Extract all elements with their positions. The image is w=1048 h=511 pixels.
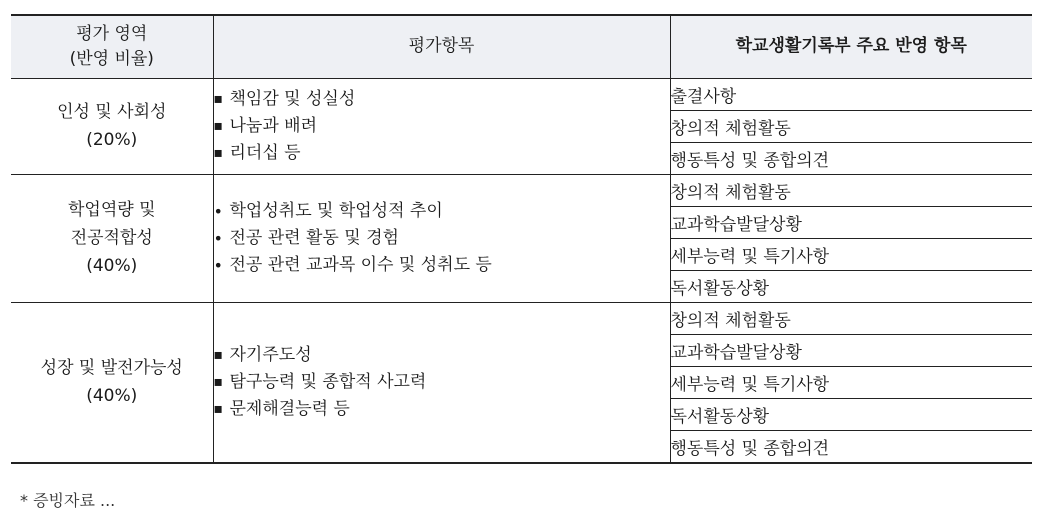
table-header-row [11, 15, 1032, 78]
table-row [11, 174, 1032, 206]
area-ratio: (40%) [86, 256, 138, 276]
record-cell: 교과학습발달상황 [670, 334, 1032, 366]
list-item: ▪ 탐구능력 및 종합적 사고력 [214, 369, 670, 396]
list-item: ▪ 나눔과 배려 [214, 113, 670, 140]
table-row [11, 78, 1032, 110]
items-cell [213, 174, 670, 302]
bullet-list [214, 342, 670, 423]
record-cell: 독서활동상황 [670, 398, 1032, 430]
record-cell: 창의적 체험활동 [670, 302, 1032, 334]
area-cell [11, 174, 213, 302]
header-area [11, 15, 213, 78]
header-area-line1: 평가 영역 [76, 23, 148, 44]
list-item: ▪ 자기주도성 [214, 342, 670, 369]
list-item: ▪ 리더십 등 [214, 140, 670, 167]
list-item: ▪ 문제해결능력 등 [214, 396, 670, 423]
area-name: 성장 및 발전가능성 [40, 358, 183, 378]
record-cell: 창의적 체험활동 [670, 110, 1032, 142]
header-items: 평가항목 [213, 15, 670, 78]
record-cell: 독서활동상황 [670, 270, 1032, 302]
list-item: • 전공 관련 교과목 이수 및 성취도 등 [214, 252, 670, 279]
bullet-list [214, 86, 670, 167]
group-academic [11, 174, 1032, 302]
area-name-line2: 전공적합성 [70, 228, 153, 248]
area-ratio: (20%) [86, 130, 138, 150]
record-cell: 행동특성 및 종합의견 [670, 430, 1032, 463]
area-ratio: (40%) [86, 386, 138, 406]
evaluation-table [11, 14, 1032, 464]
record-cell: 출결사항 [670, 78, 1032, 110]
bullet-list [214, 198, 670, 279]
items-cell [213, 302, 670, 463]
record-cell: 세부능력 및 특기사항 [670, 238, 1032, 270]
record-cell: 교과학습발달상황 [670, 206, 1032, 238]
record-cell: 행동특성 및 종합의견 [670, 142, 1032, 174]
table-row [11, 302, 1032, 334]
footnote: * 증빙자료 ... [20, 491, 116, 510]
record-cell: 창의적 체험활동 [670, 174, 1032, 206]
record-cell: 세부능력 및 특기사항 [670, 366, 1032, 398]
area-name-line1: 학업역량 및 [67, 200, 156, 220]
group-character [11, 78, 1032, 174]
header-records: 학교생활기록부 주요 반영 항목 [670, 15, 1032, 78]
area-name: 인성 및 사회성 [57, 102, 167, 122]
list-item: • 학업성취도 및 학업성적 추이 [214, 198, 670, 225]
header-area-line2: (반영 비율) [69, 48, 154, 69]
list-item: ▪ 책임감 및 성실성 [214, 86, 670, 113]
area-cell [11, 78, 213, 174]
items-cell [213, 78, 670, 174]
group-growth [11, 302, 1032, 463]
list-item: • 전공 관련 활동 및 경험 [214, 225, 670, 252]
area-cell [11, 302, 213, 463]
